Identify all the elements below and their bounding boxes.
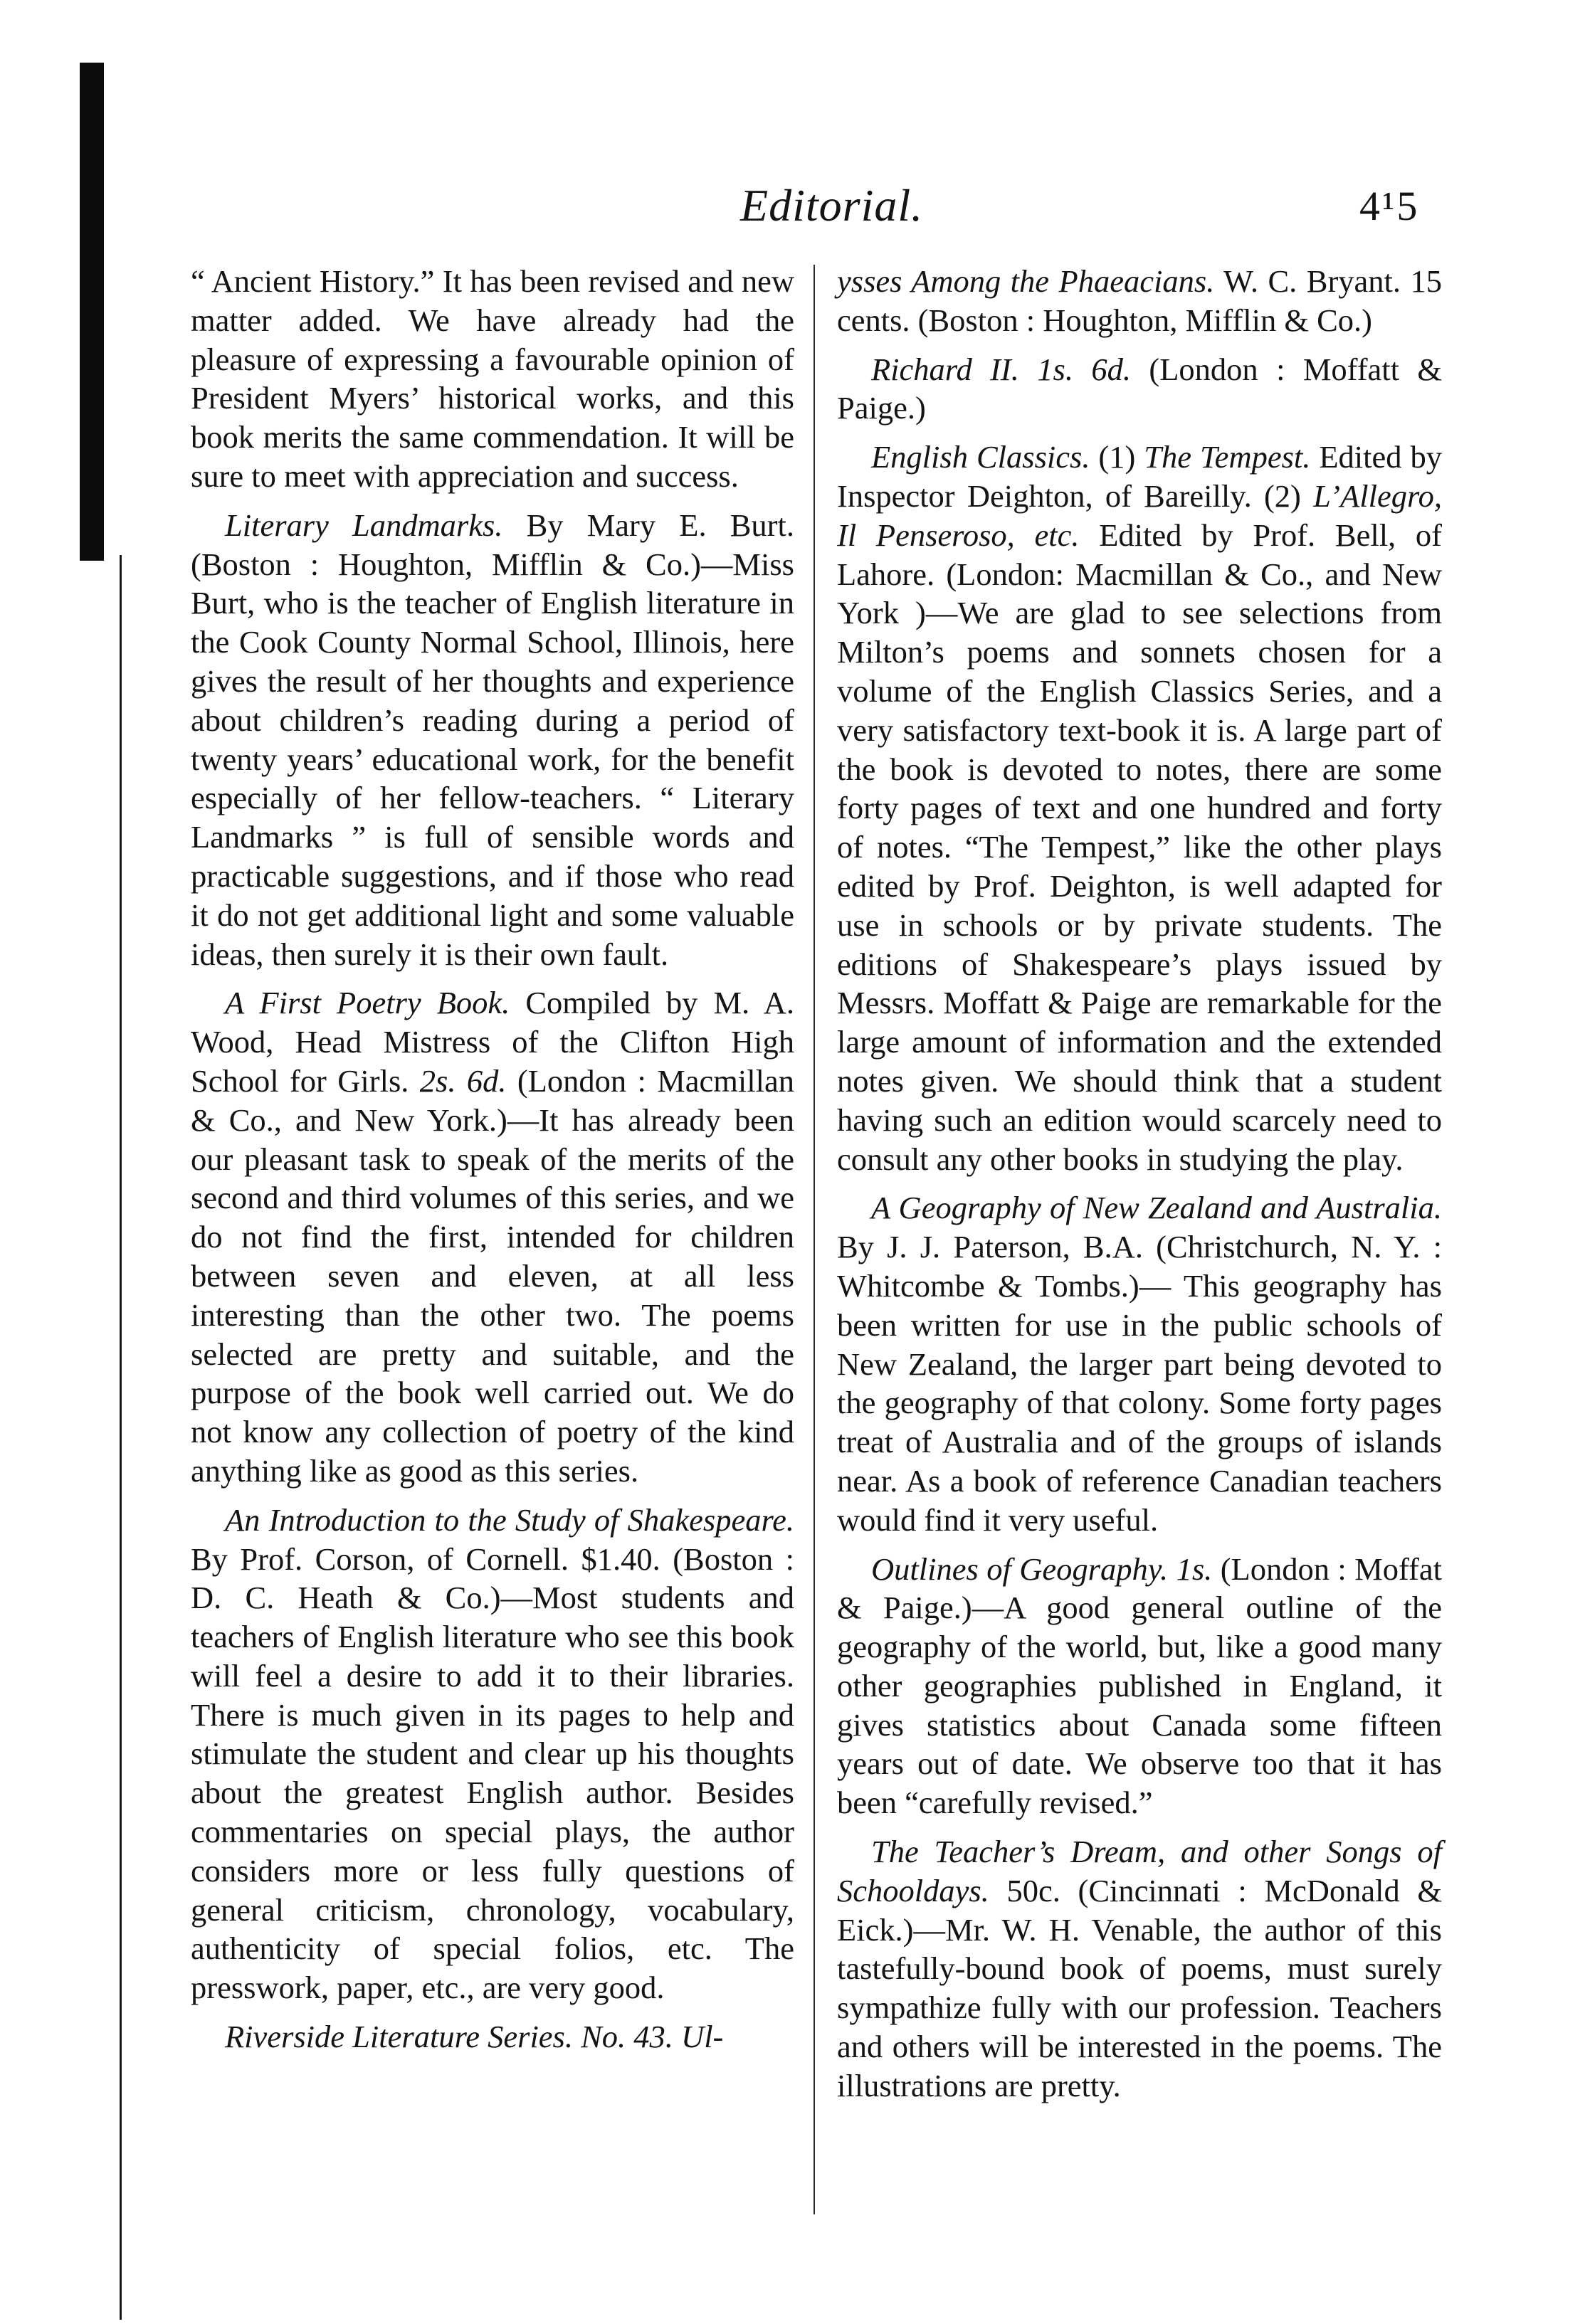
body-text — [1168, 1551, 1176, 1587]
review-paragraph — [837, 1188, 1442, 1539]
italic-text: English Classics. — [871, 439, 1090, 475]
italic-text: Literary Landmarks. — [225, 507, 503, 543]
review-paragraph — [191, 983, 794, 1490]
body-text: W. C. Bryant. 15 cents. (Boston : Houghton, Mifflin & Co.) — [837, 263, 1442, 338]
italic-text: An Introduction to the Study of Shakespeare. — [225, 1501, 794, 1538]
body-text: (1) — [1090, 439, 1144, 475]
body-text: Compiled by M. A. Wood, Head Mistress of the Clifton High School for Girls. — [191, 985, 794, 1099]
body-text: Edited by Prof. Bell, of Lahore. (London: Macmillan & Co., and New York )—We are glad to see selections from Milton’s poems and sonnets chosen for a volume of the English Classics Series, and a very satisfactory text-book it is. A large part of the book is devoted to notes, there are some forty pages of text and one hundred and forty of notes. “The Tempest,” like the other plays edited by Prof. Deighton, is well adapted for use in schools or by private students. The editions of Shakespeare’s plays issued by Messrs. Moffatt & Paige are remarkable for the large amount of information and the extended notes given. We should think that a student having such an edition would scarcely need to consult any other books in studying the play. — [837, 517, 1442, 1177]
body-text: 50c. (Cincinnati : McDonald & Eick.)—Mr. W. H. Venable, the author of this tastefully-bound book of poems, must surely sympathize fully with our profession. Teachers and others will be interested in the poems. The illustrations are pretty. — [837, 1872, 1442, 2103]
italic-text: 1s. — [1176, 1551, 1213, 1587]
review-paragraph — [837, 438, 1442, 1178]
left-column — [191, 262, 794, 2066]
body-text: (London : Moffat & Paige.)—A good general outline of the geography of the world, but, like a good many other geographies published in England, it gives statistics about Canada some fifteen years out of date. We observe too that it has been “carefully revised.” — [837, 1551, 1442, 1821]
body-text — [1019, 352, 1037, 387]
running-title: Editorial. — [740, 180, 924, 231]
italic-text: A Geography of New Zealand and Australia. — [871, 1190, 1442, 1226]
italic-text: The Tempest. — [1144, 439, 1311, 475]
body-text: (London : Macmillan & Co., and New York.)—It has already been our pleasant task to speak of the merits of the second and third volumes of this series, and we do not find the first, intended for children between seven and eleven, at all less interesting than the other two. The poems selected are pretty and suitable, and the purpose of the book well carried out. We do not know any collection of poetry of the kind anything like as good as this series. — [191, 1062, 794, 1489]
italic-text: Richard II. — [871, 351, 1019, 387]
page-edge-line — [120, 555, 122, 2320]
review-paragraph — [191, 506, 794, 974]
body-text: (London : Moffatt & Paige.) — [837, 351, 1443, 426]
review-paragraph — [837, 1832, 1442, 2106]
right-column — [837, 262, 1442, 2116]
binding-shadow — [80, 63, 104, 561]
italic-text: Outlines of Geography. — [871, 1551, 1169, 1587]
italic-text: 1s. 6d. — [1037, 351, 1132, 387]
italic-text: Riverside Literature Series. No. 43. Ul- — [225, 2019, 724, 2055]
italic-text: 2s. 6d. — [419, 1062, 507, 1099]
body-text: Edited by Inspector Deighton, of Bareilly. (2) — [837, 439, 1443, 514]
review-paragraph — [191, 262, 794, 496]
body-text: By J. J. Paterson, B.A. (Christchurch, N. Y. : Whitcombe & Tombs.)— This geography has been written for use in the public schools of New Zealand, the larger part being devoted to the geography of that colony. Some forty pages treat of Australia and of the groups of islands near. As a book of reference Canadian teachers would find it very useful. — [837, 1229, 1442, 1538]
body-text: By Prof. Corson, of Cornell. $1.40. (Boston : D. C. Heath & Co.)—Most students and teachers of English literature who see this book will feel a desire to add it to their libraries. There is much given in its pages to help and stimulate the student and clear up his thoughts about the greatest English author. Besides commentaries on special plays, the author considers more or less fully questions of general criticism, chronology, vocabulary, authenticity of special folios, etc. The presswork, paper, etc., are very good. — [191, 1541, 794, 2006]
review-paragraph — [837, 1550, 1442, 1823]
page-number: 4¹5 — [1359, 183, 1420, 229]
review-paragraph — [837, 350, 1442, 428]
italic-text: ysses Among the Phaeacians. — [837, 263, 1215, 299]
italic-text: L’Allegro, Il Penseroso, etc. — [837, 477, 1442, 553]
body-text: “ Ancient History.” It has been revised and new matter added. We have already had the pleasure of expressing a favourable opinion of President Myers’ historical works, and this book merits the same commendation. It will be sure to meet with appreciation and success. — [191, 263, 794, 494]
body-text: By Mary E. Burt. (Boston : Houghton, Mifflin & Co.)—Miss Burt, who is the teacher of English literature in the Cook County Normal School, Illinois, here gives the result of her thoughts and experience about children’s reading during a period of twenty years’ educational work, for the benefit especially of her fellow-teachers. “ Literary Landmarks ” is full of sensible words and practicable suggestions, and if those who read it do not get additional light and some valuable ideas, then surely it is their own fault. — [191, 507, 794, 972]
review-paragraph — [837, 262, 1442, 340]
italic-text: The Teacher’s Dream, and other Songs of Schooldays. — [837, 1834, 1442, 1908]
italic-text: A First Poetry Book. — [225, 985, 510, 1021]
review-paragraph — [191, 1501, 794, 2007]
review-paragraph — [191, 2017, 794, 2056]
column-divider — [814, 265, 815, 2214]
